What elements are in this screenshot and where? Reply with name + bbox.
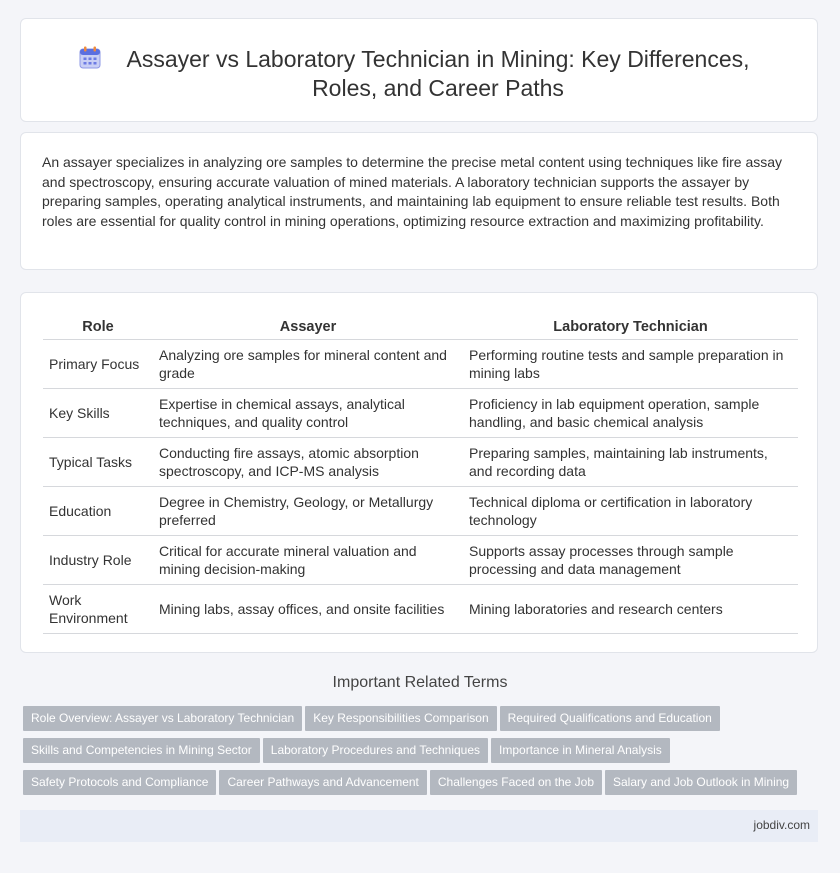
table-cell-assayer: Conducting fire assays, atomic absorption spectroscopy, and ICP-MS analysis [153,438,463,487]
related-term-tag[interactable]: Challenges Faced on the Job [430,770,602,795]
table-cell-role: Work Environment [43,585,153,634]
table-row [43,585,798,634]
header-role: Role [43,315,153,340]
footer-site-link[interactable]: jobdiv.com [753,818,810,832]
related-term-tag[interactable]: Salary and Job Outlook in Mining [605,770,797,795]
table-cell-lab-technician: Supports assay processes through sample processing and data management [463,536,798,585]
table-cell-assayer: Analyzing ore samples for mineral content and grade [153,340,463,389]
related-term-tag[interactable]: Laboratory Procedures and Techniques [263,738,488,763]
table-cell-role: Key Skills [43,389,153,438]
table-row [43,487,798,536]
intro-card [20,132,818,270]
related-terms-list [23,706,823,802]
table-row [43,536,798,585]
table-cell-lab-technician: Preparing samples, maintaining lab instruments, and recording data [463,438,798,487]
table-cell-lab-technician: Proficiency in lab equipment operation, sample handling, and basic chemical analysis [463,389,798,438]
table-cell-role: Education [43,487,153,536]
table-row [43,389,798,438]
header-assayer: Assayer [153,315,463,340]
related-term-tag[interactable]: Career Pathways and Advancement [219,770,426,795]
related-term-tag[interactable]: Required Qualifications and Education [500,706,720,731]
intro-paragraph: An assayer specializes in analyzing ore samples to determine the precise metal content using techniques like fire assay and spectroscopy, ensuring accurate valuation of mined materials. A laboratory technician supports the assayer by preparing samples, operating analytical instruments, and maintaining lab equipment to ensure reliable test results. Both roles are essential for quality control in mining operations, optimizing resource extraction and maximizing profitability. [42,154,783,229]
table-cell-role: Industry Role [43,536,153,585]
table-row [43,438,798,487]
table-cell-assayer: Expertise in chemical assays, analytical techniques, and quality control [153,389,463,438]
comparison-card [20,292,818,653]
related-term-tag[interactable]: Skills and Competencies in Mining Sector [23,738,260,763]
comparison-table [43,315,798,634]
header-lab-technician: Laboratory Technician [463,315,798,340]
related-term-tag[interactable]: Key Responsibilities Comparison [305,706,496,731]
related-term-tag[interactable]: Safety Protocols and Compliance [23,770,216,795]
table-row [43,340,798,389]
table-cell-assayer: Critical for accurate mineral valuation and mining decision-making [153,536,463,585]
related-term-tag[interactable]: Role Overview: Assayer vs Laboratory Technician [23,706,302,731]
related-term-tag[interactable]: Importance in Mineral Analysis [491,738,670,763]
related-terms-heading: Important Related Terms [332,674,508,691]
table-cell-role: Typical Tasks [43,438,153,487]
table-cell-assayer: Degree in Chemistry, Geology, or Metallurgy preferred [153,487,463,536]
table-cell-lab-technician: Mining laboratories and research centers [463,585,798,634]
page-title: Assayer vs Laboratory Technician in Mining: Key Differences, Roles, and Career Paths [126,46,750,101]
table-cell-role: Primary Focus [43,340,153,389]
footer [20,810,818,842]
title-card [20,18,818,122]
table-cell-lab-technician: Technical diploma or certification in laboratory technology [463,487,798,536]
table-cell-assayer: Mining labs, assay offices, and onsite facilities [153,585,463,634]
table-header-row [43,315,798,340]
table-cell-lab-technician: Performing routine tests and sample preparation in mining labs [463,340,798,389]
